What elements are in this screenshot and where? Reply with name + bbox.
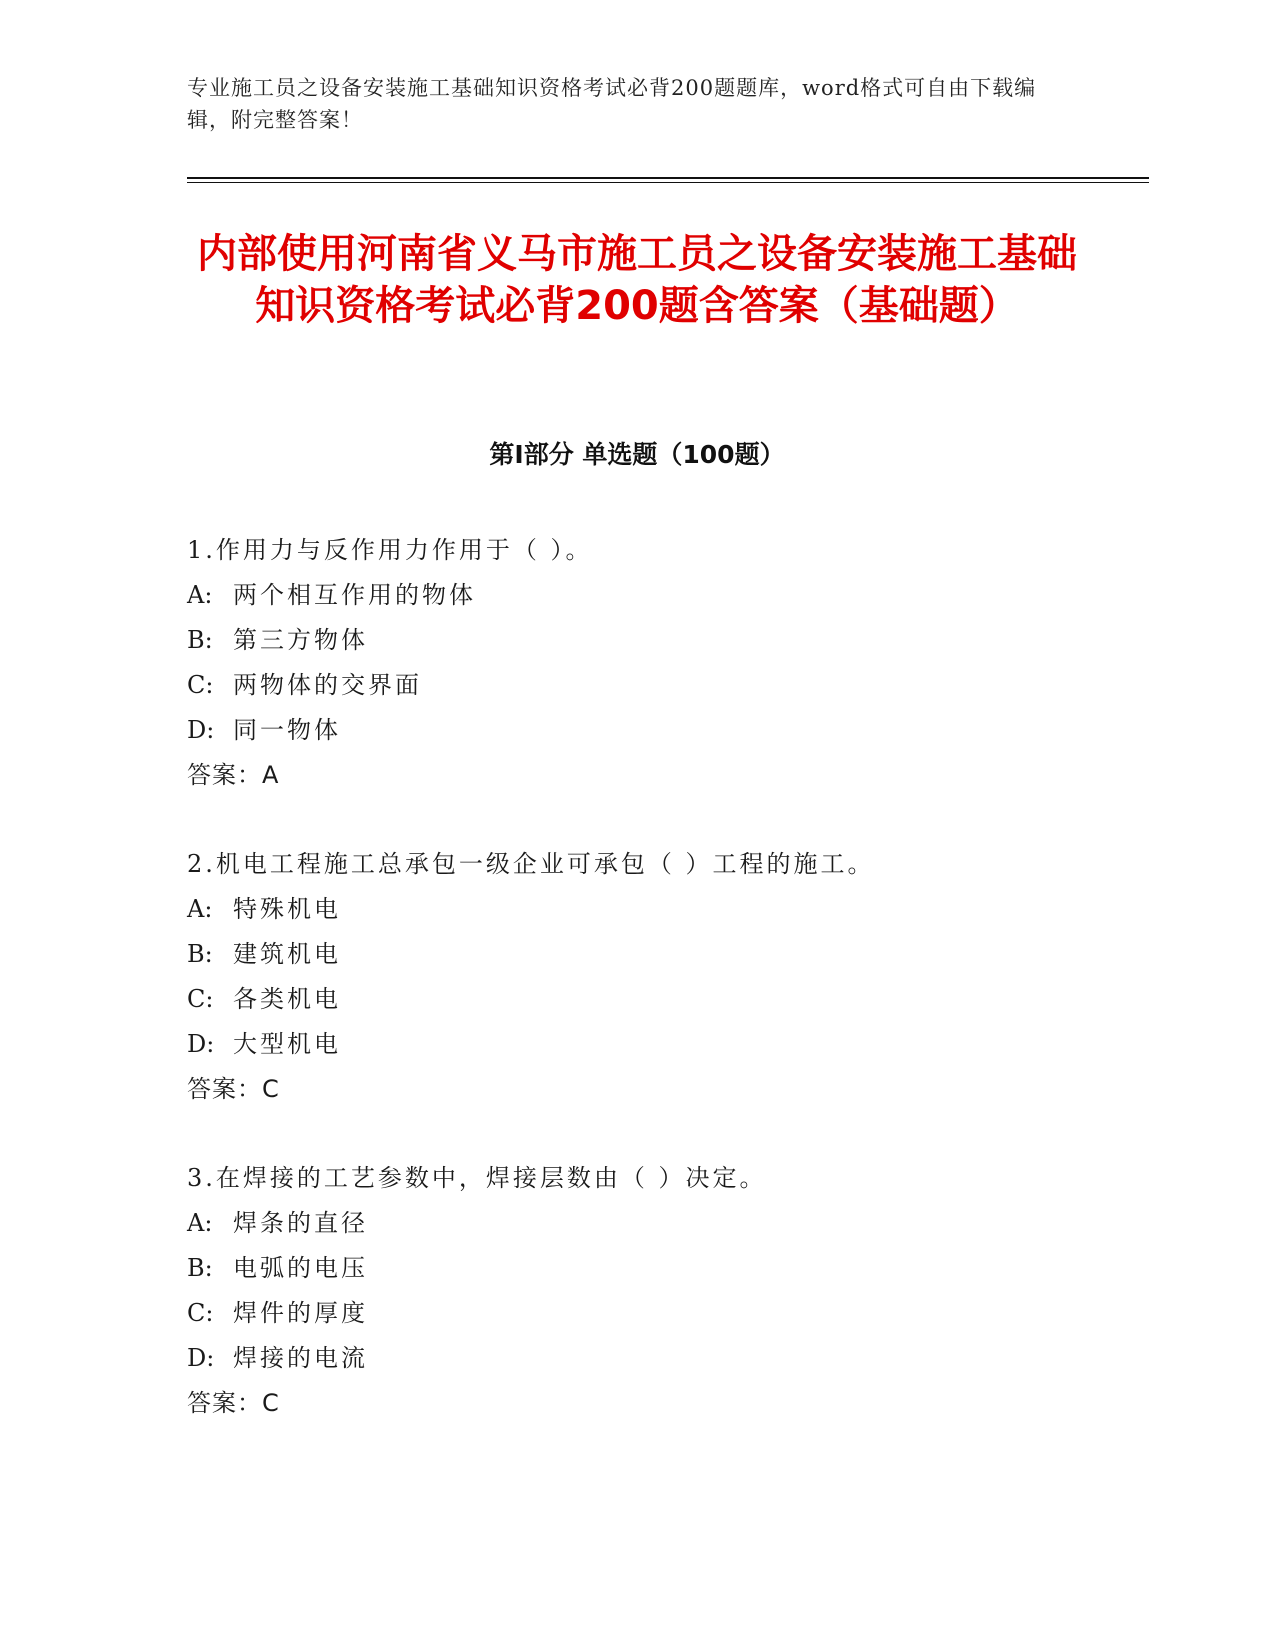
question-stem: 2.机电工程施工总承包一级企业可承包（ ）工程的施工。 xyxy=(187,850,875,878)
option-letter: B: xyxy=(187,940,213,968)
option-b xyxy=(187,1246,1087,1291)
question-3 xyxy=(187,1156,1087,1426)
question-1 xyxy=(187,528,1087,798)
option-text: 电弧的电压 xyxy=(233,1254,368,1282)
option-letter: D: xyxy=(187,1344,215,1372)
option-d xyxy=(187,1022,1087,1067)
option-text: 同一物体 xyxy=(233,716,341,744)
option-c xyxy=(187,977,1087,1022)
option-letter: B: xyxy=(187,626,213,654)
option-text: 焊接的电流 xyxy=(233,1344,368,1372)
document-title: 内部使用河南省义马市施工员之设备安装施工基础知识资格考试必背200题含答案（基础题） xyxy=(197,231,1077,329)
option-text: 各类机电 xyxy=(233,985,341,1013)
answer-line: 答案：A xyxy=(187,761,280,789)
option-c xyxy=(187,1291,1087,1336)
option-text: 第三方物体 xyxy=(233,626,368,654)
question-stem: 1.作用力与反作用力作用于（ ）。 xyxy=(187,536,593,564)
option-letter: A: xyxy=(187,581,213,609)
option-letter: D: xyxy=(187,1030,215,1058)
header-divider-thin xyxy=(187,182,1149,183)
option-a xyxy=(187,1201,1087,1246)
option-text: 大型机电 xyxy=(233,1030,341,1058)
option-d xyxy=(187,708,1087,753)
option-text: 两个相互作用的物体 xyxy=(233,581,476,609)
option-text: 特殊机电 xyxy=(233,895,341,923)
option-a xyxy=(187,573,1087,618)
header-divider-thick xyxy=(187,177,1149,179)
option-letter: B: xyxy=(187,1254,213,1282)
option-letter: C: xyxy=(187,1299,214,1327)
option-b xyxy=(187,618,1087,663)
answer-line: 答案：C xyxy=(187,1389,280,1417)
option-letter: D: xyxy=(187,716,215,744)
option-text: 两物体的交界面 xyxy=(233,671,422,699)
option-letter: A: xyxy=(187,1209,213,1237)
option-text: 焊条的直径 xyxy=(233,1209,368,1237)
option-text: 建筑机电 xyxy=(233,940,341,968)
answer-line: 答案：C xyxy=(187,1075,280,1103)
option-d xyxy=(187,1336,1087,1381)
option-letter: C: xyxy=(187,671,214,699)
option-text: 焊件的厚度 xyxy=(233,1299,368,1327)
option-letter: A: xyxy=(187,895,213,923)
header-note: 专业施工员之设备安装施工基础知识资格考试必背200题题库，word格式可自由下载编辑，附完整答案！ xyxy=(187,76,1037,132)
option-a xyxy=(187,887,1087,932)
question-list xyxy=(187,528,1087,1470)
question-2 xyxy=(187,842,1087,1112)
option-b xyxy=(187,932,1087,977)
section-title: 第Ⅰ部分 单选题（100题） xyxy=(489,440,785,469)
option-letter: C: xyxy=(187,985,214,1013)
option-c xyxy=(187,663,1087,708)
question-stem: 3.在焊接的工艺参数中，焊接层数由（ ）决定。 xyxy=(187,1164,767,1192)
